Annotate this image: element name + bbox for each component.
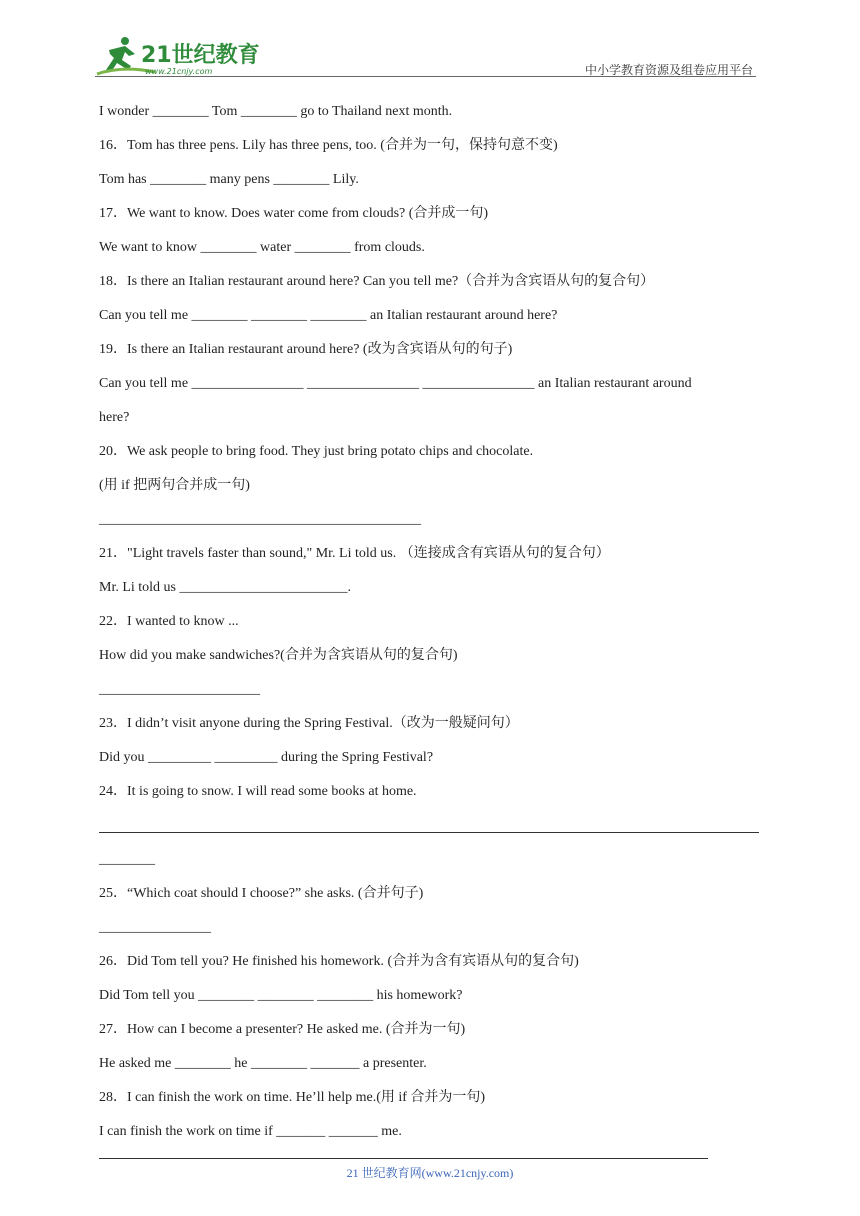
answer-line-24 — [99, 816, 764, 836]
answer-line-26: Did Tom tell you ________ ________ ________ his homework? — [99, 988, 463, 1003]
exercise-list — [99, 102, 764, 1156]
answer-line-19-cont: here? — [99, 410, 130, 425]
question-18: 18．Is there an Italian restaurant around here? Can you tell me?（合并为含宾语从句的复合句） — [99, 274, 655, 289]
answer-line-24-cont: ________ — [99, 852, 155, 867]
answer-line-17: We want to know ________ water ________ from clouds. — [99, 240, 425, 255]
question-21: 21．"Light travels faster than sound," Mr. Li told us. （连接成含有宾语从句的复合句） — [99, 546, 610, 561]
question-25: 25．“Which coat should I choose?” she asks. (合并句子) — [99, 886, 424, 901]
question-17: 17．We want to know. Does water come from clouds? (合并成一句) — [99, 206, 489, 221]
question-23: 23．I didn’t visit anyone during the Spring Festival.（改为一般疑问句） — [99, 716, 519, 731]
question-20: 20．We ask people to bring food. They just bring potato chips and chocolate. — [99, 444, 534, 459]
question-28: 28．I can finish the work on time. He’ll help me.(用 if 合并为一句) — [99, 1090, 486, 1105]
question-20-instruction: (用 if 把两句合并成一句) — [99, 478, 250, 493]
answer-line-23: Did you _________ _________ during the Spring Festival? — [99, 750, 434, 765]
site-logo — [95, 34, 265, 78]
platform-name: 中小学教育资源及组卷应用平台 — [584, 63, 753, 77]
question-19: 19．Is there an Italian restaurant around here? (改为含宾语从句的句子) — [99, 342, 513, 357]
question-24: 24．It is going to snow. I will read some books at home. — [99, 784, 417, 799]
answer-line-22: _______________________ — [99, 682, 260, 697]
question-22: 22．I wanted to know ... — [99, 614, 239, 629]
answer-line-18: Can you tell me ________ ________ ________ an Italian restaurant around here? — [99, 308, 558, 323]
answer-line-27: He asked me ________ he ________ _______ a presenter. — [99, 1056, 427, 1071]
question-26: 26．Did Tom tell you? He finished his homework. (合并为含有宾语从句的复合句) — [99, 954, 579, 969]
question-22-sentence: How did you make sandwiches?(合并为含宾语从句的复合句) — [99, 648, 458, 663]
answer-line-28: I can finish the work on time if _______ _______ me. — [99, 1124, 402, 1139]
header-divider — [95, 76, 756, 77]
footer-text: 21 世纪教育网(www.21cnjy.com) — [346, 1166, 514, 1180]
page-header — [95, 30, 755, 80]
answer-line-21: Mr. Li told us ________________________. — [99, 580, 352, 595]
question-27: 27．How can I become a presenter? He asked me. (合并为一句) — [99, 1022, 466, 1037]
svg-text:www.21cnjy.com: www.21cnjy.com — [145, 67, 213, 76]
answer-rule-24 — [99, 832, 759, 833]
answer-line-19: Can you tell me ________________ ________________ ________________ an Italian restaurant around — [99, 376, 692, 391]
footer-divider — [99, 1158, 708, 1159]
svg-text:21世纪教育: 21世纪教育 — [141, 43, 260, 68]
answer-line-25: ________________ — [99, 920, 211, 935]
answer-line-20: ______________________________________________ — [99, 512, 421, 527]
answer-line-16: Tom has ________ many pens ________ Lily. — [99, 172, 359, 187]
exercise-line: I wonder ________ Tom ________ go to Thailand next month. — [99, 104, 453, 119]
question-16: 16．Tom has three pens. Lily has three pens, too. (合并为一句，保持句意不变) — [99, 138, 558, 153]
